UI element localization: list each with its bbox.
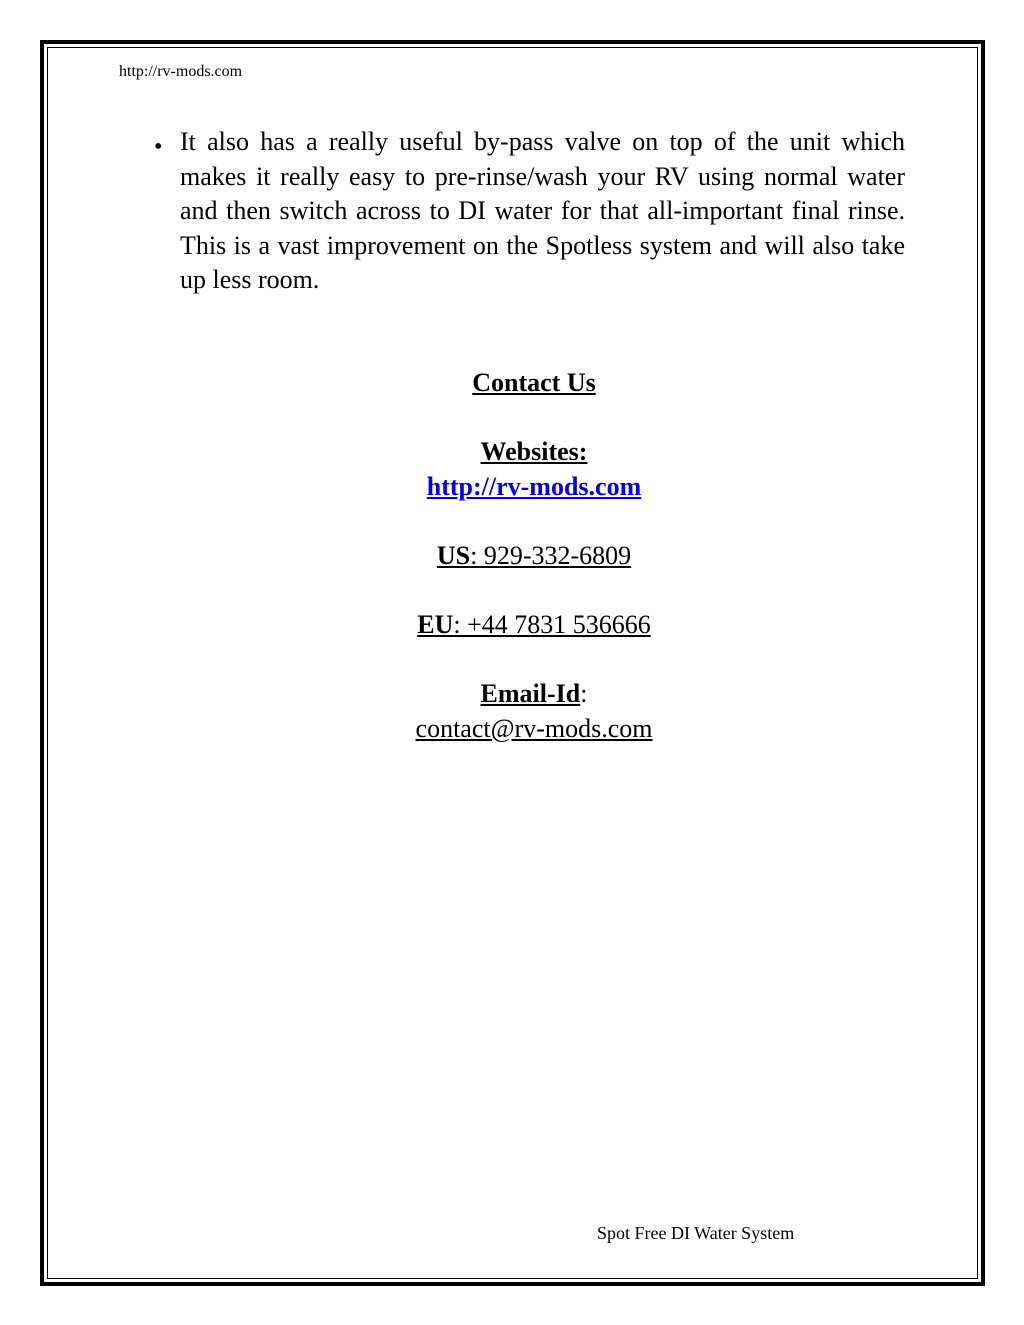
email-label-colon: :: [580, 679, 588, 708]
email-address: [300, 712, 768, 746]
websites-label: Websites:: [480, 437, 588, 466]
contact-heading: Contact Us: [472, 368, 596, 397]
us-phone-number: : 929-332-6809: [470, 541, 632, 570]
website-link[interactable]: http://rv-mods.com: [426, 472, 642, 501]
us-label: US: [436, 541, 471, 570]
email-label: Email-Id: [480, 679, 581, 708]
bullet-paragraph: It also has a really useful by-pass valve on top of the unit which makes it really easy to pre-rinse/wash your RV using normal water and then switch across to DI water for that all-important final rinse. This is a vast improvement on the Spotless system and will also take up less room.: [180, 127, 905, 294]
email-label-line: [300, 677, 768, 711]
bullet-dot-icon: •: [154, 134, 163, 160]
footer-title: Spot Free DI Water System: [597, 1223, 795, 1243]
eu-phone-line: [300, 608, 768, 642]
eu-phone-number: : +44 7831 536666: [453, 610, 651, 639]
us-phone-line: [300, 539, 768, 573]
eu-label: EU: [417, 610, 454, 639]
header-url: http://rv-mods.com: [119, 63, 243, 80]
bullet-list-item: [143, 125, 905, 298]
email-address-text: contact@rv-mods.com: [415, 714, 653, 743]
